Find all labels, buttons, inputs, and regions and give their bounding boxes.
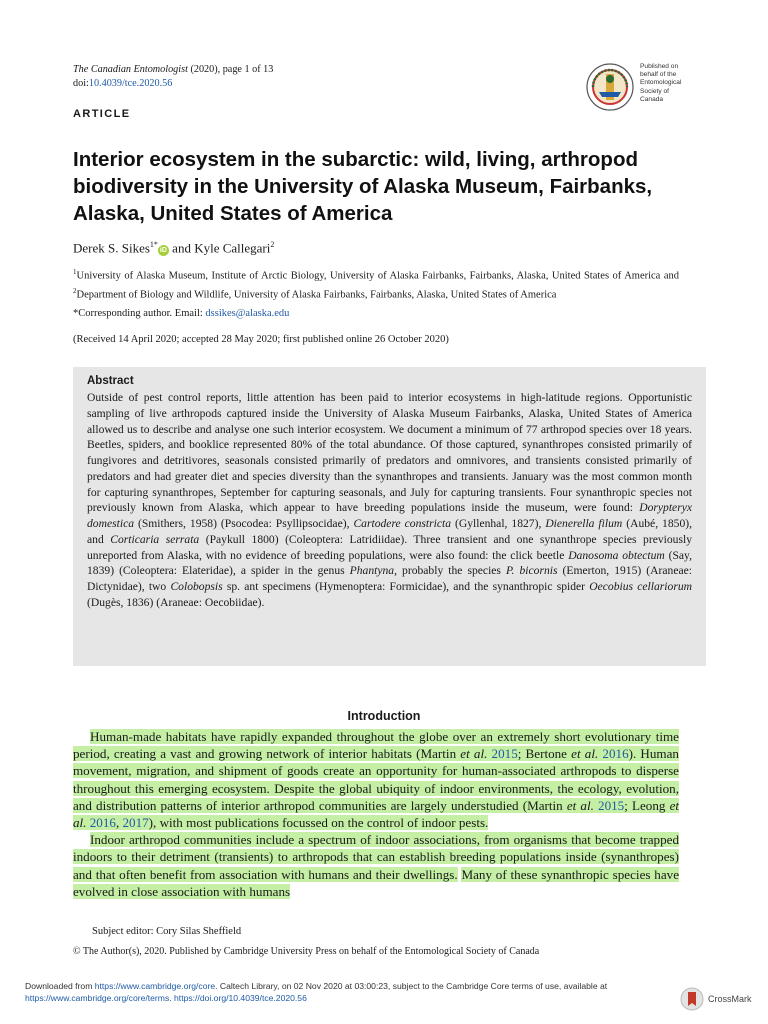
species-name: Phantyna	[349, 564, 395, 578]
highlighted-sentence: Human-made habitats have rapidly expanded throughout the globe over an extremely short evolutionary time period, creating a vast and growing network of interior habitats (Martin et al. 2015; Bertone et al. 2016). Human movement, migration, and shipment of goods create an opportunity for human-associated arthropods to disperse throughout this emerging ecosystem. Despite the global ubiquity of indoor environments, the ecology, evolution, and distribution patterns of interior arthropod communities are largely understudied (Martin et al. 2015; Leong et al. 2016, 2017), with most publications focussed on the control of indoor pests.	[73, 729, 680, 831]
species-name: Danosoma obtectum	[568, 548, 665, 562]
et-al: et al.	[460, 746, 488, 762]
species-name: P. bicornis	[505, 564, 558, 578]
corresponding-label: *Corresponding author. Email:	[73, 308, 206, 319]
email-link[interactable]: dssikes@alaska.edu	[205, 308, 290, 319]
received-dates: (Received 14 April 2020; accepted 28 May 2020; first published online 26 October 2020)	[73, 334, 449, 345]
text-segment: . Caltech Library, on 02 Nov 2020 at 03:00:23, subject to the Cambridge Core terms of use, available at	[215, 981, 608, 991]
abstract-segment: sp. ant specimens (Hymenoptera: Formicidae), and the synanthropic spider	[222, 580, 590, 593]
doi-prefix: doi:	[73, 78, 89, 89]
article-type-label: ARTICLE	[73, 108, 131, 120]
author-name: Derek S. Sikes	[73, 240, 150, 256]
text-segment: ), with most publications focussed on the control of indoor pests.	[148, 815, 489, 831]
affiliation-text: Department of Biology and Wildlife, University of Alaska Fairbanks, Fairbanks, Alaska, United States of America	[76, 289, 557, 300]
citation-link[interactable]: 2015	[491, 746, 518, 762]
citation-link[interactable]: 2015	[598, 797, 625, 813]
et-al: et al.	[73, 797, 680, 831]
et-al: et al.	[566, 797, 594, 813]
abstract-segment: (Dugès, 1836) (Araneae: Oecobiidae).	[87, 595, 265, 609]
text-segment: ). Human movement, migration, and shipment of goods create an opportunity for human-associated arthropods to disperse throughout this emerging ecosystem. Despite the global ubiquity of indoor environments, the ecology, evolution, and distribution patterns of interior arthropod communities are largely understudied (Martin	[73, 746, 679, 813]
publisher-note	[640, 63, 710, 104]
abstract-segment: (Smithers, 1958) (Psocodea: Psyllipsocidae),	[134, 517, 354, 530]
affiliation-marker: 1	[73, 268, 77, 276]
text-segment: Downloaded from	[25, 981, 95, 991]
download-notice	[25, 980, 675, 1004]
corresponding-author	[73, 307, 289, 321]
paragraph	[73, 728, 679, 831]
text-segment: ; Leong	[624, 797, 670, 813]
affiliation-text: University of Alaska Museum, Institute of Arctic Biology, University of Alaska Fairbanks, Fairbanks, Alaska, United States of America and	[76, 270, 679, 282]
publisher-note-line: Society of	[640, 87, 669, 95]
highlighted-sentence: Many of these synanthropic species have evolved in close association with humans	[73, 866, 680, 899]
affiliation-marker: 2	[270, 240, 275, 249]
species-name: Oecobius cellariorum	[589, 580, 693, 593]
et-al: et al.	[571, 746, 599, 762]
abstract-segment: Outside of pest control reports, little attention has been paid to interior ecosystems in high-latitude regions. Opportunistic sampling of live arthropods captured inside the University of Alaska Museum Fairbanks, Alaska, United States of America allowed us to describe and analyse one such interior ecosystem. We document a minimum of 77 arthropod species over 18 years. Beetles, spiders, and booklice represented 80% of the total abundance. Of those captured, synanthropes consisted primarily of fungivores and detritivores, seasonals consisted primarily of predators and omnivores, and transients consisted primarily of predators and had greater diet and species diversity than the synanthropes and transients. January was the most common month for capturing synanthropes, September for capturing seasonals, and July for capturing transients. Four synanthropic species not previously known from Alaska, which appear to have breeding populations inside the museum, were found:	[87, 391, 692, 515]
subject-editor: Subject editor: Cory Silas Sheffield	[92, 926, 242, 937]
species-name: Cartodere constricta	[353, 517, 452, 530]
species-name: Corticaria serrata	[110, 532, 200, 546]
affiliations	[73, 265, 679, 302]
citation-link[interactable]: 2017	[122, 815, 149, 831]
highlighted-sentence: Indoor arthropod communities include a spectrum of indoor associations, from organisms that become trapped indoors to their detriment (transients) to arthropods that can establish breeding populations inside (synanthropes) and that often benefit from association with humans and their dwellings.	[73, 832, 679, 882]
author-line	[73, 236, 274, 257]
doi-link[interactable]: 10.4039/tce.2020.56	[88, 78, 173, 89]
abstract-segment: (Say, 1839) (Coleoptera: Elateridae), a spider in the genus	[87, 548, 692, 578]
terms-link[interactable]: https://www.cambridge.org/core/terms	[25, 993, 170, 1003]
species-name: Dorypteryx domestica	[87, 501, 692, 530]
crossmark-label[interactable]: CrossMark	[708, 994, 752, 1004]
crossmark-icon[interactable]	[680, 987, 704, 1011]
doi-url-link[interactable]: https://doi.org/10.4039/tce.2020.56	[174, 993, 307, 1003]
journal-citation	[73, 63, 273, 77]
publisher-note-line: Entomological	[640, 79, 682, 87]
affiliation-marker: 1	[149, 240, 154, 249]
author-name: and Kyle Callegari	[168, 240, 271, 256]
citation-link[interactable]: 2016	[602, 746, 629, 762]
publisher-note-line: Published on	[640, 63, 679, 70]
abstract-segment: (Aubé, 1850), and	[87, 517, 692, 546]
cambridge-core-link[interactable]: https://www.cambridge.org/core	[94, 981, 216, 991]
publisher-note-line: behalf of the	[640, 71, 677, 79]
abstract-segment: (Paykull 1800) (Coleoptera: Latridiidae). Three transient and one synanthrope species previously unreported from Alaska, with no evidence of breeding populations, were also found: the click beetle	[87, 532, 692, 562]
journal-page-info: (2020), page 1 of 13	[187, 64, 274, 75]
article-title: Interior ecosystem in the subarctic: wild, living, arthropod biodiversity in the University of Alaska Museum, Fairbanks, Alaska, United States of America	[73, 148, 653, 225]
doi-line	[73, 77, 172, 91]
paragraph	[73, 831, 679, 900]
abstract-segment: (Gyllenhal, 1827),	[451, 517, 546, 530]
introduction-heading: Introduction	[347, 709, 421, 723]
orcid-icon[interactable]: iD	[159, 247, 167, 255]
abstract-heading: Abstract	[87, 375, 134, 387]
affiliation-marker: 2	[73, 286, 77, 295]
copyright-notice: © The Author(s), 2020. Published by Cambridge University Press on behalf of the Entomological Society of Canada	[73, 946, 540, 957]
abstract-segment: (Emerton, 1915) (Araneae: Dictynidae), two	[87, 564, 692, 593]
abstract-text	[87, 390, 692, 611]
journal-name: The Canadian Entomologist	[73, 64, 188, 75]
abstract-segment: , probably the species	[394, 564, 506, 578]
species-name: Colobopsis	[170, 580, 223, 593]
species-name: Dienerella filum	[545, 517, 623, 530]
publisher-note-line: Canada	[640, 95, 664, 103]
text-segment: Human-made habitats have rapidly expanded throughout the globe over an extremely short evolutionary time period, creating a vast and growing network of interior habitats (Martin	[73, 729, 679, 762]
citation-link[interactable]: 2016	[89, 815, 116, 831]
text-segment: .	[169, 993, 175, 1003]
corresponding-marker: *	[153, 240, 158, 249]
introduction-body	[73, 728, 679, 900]
society-seal-logo	[585, 62, 635, 112]
text-segment: ; Bertone	[517, 746, 572, 762]
